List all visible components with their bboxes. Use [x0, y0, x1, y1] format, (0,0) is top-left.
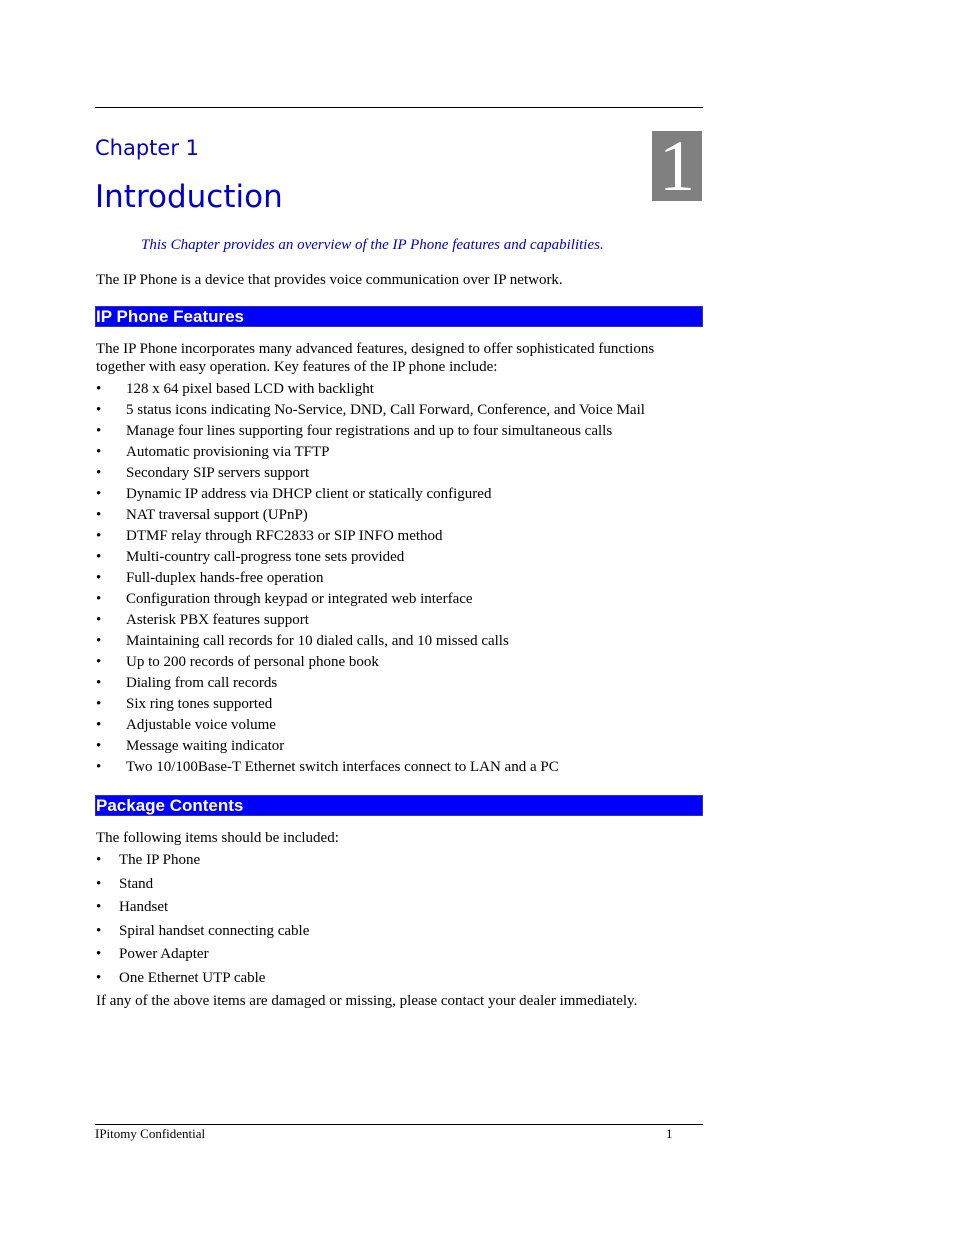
bullet: • [96, 570, 102, 586]
list-item-text: Secondary SIP servers support [126, 465, 310, 481]
chapter-title: Introduction [95, 179, 283, 215]
list-item-text: Adjustable voice volume [126, 717, 276, 733]
page-number: 1 [666, 1126, 673, 1141]
list-item-text: Dynamic IP address via DHCP client or statically configured [126, 486, 492, 502]
list-item-text: Stand [119, 875, 154, 892]
bullet: • [96, 696, 102, 712]
bullet: • [96, 444, 102, 460]
features-heading-bar [95, 306, 703, 327]
list-item-text: Spiral handset connecting cable [119, 922, 310, 939]
bullet: • [96, 717, 102, 733]
bullet: • [96, 969, 102, 986]
list-item-text: Automatic provisioning via TFTP [126, 444, 330, 460]
list-item-text: Multi-country call-progress tone sets provided [126, 549, 405, 565]
bullet: • [96, 549, 102, 565]
bullet: • [96, 402, 102, 418]
bullet: • [96, 875, 102, 892]
bullet: • [96, 381, 102, 397]
list-item-text: Dialing from call records [126, 675, 278, 691]
features-paragraph-line-1: The IP Phone incorporates many advanced features, designed to offer sophisticated functions [96, 341, 655, 357]
list-item-text: DTMF relay through RFC2833 or SIP INFO method [126, 528, 443, 544]
chapter-intro: This Chapter provides an overview of the IP Phone features and capabilities. [141, 237, 604, 253]
bullet: • [96, 528, 102, 544]
list-item-text: Power Adapter [119, 946, 209, 963]
chapter-number-box: 1 [652, 131, 702, 201]
bullet: • [96, 675, 102, 691]
bullet: • [96, 423, 102, 439]
package-paragraph: The following items should be included: [96, 830, 339, 846]
list-item-text: 5 status icons indicating No-Service, DND, Call Forward, Conference, and Voice Mail [126, 402, 645, 418]
features-heading: IP Phone Features [96, 307, 245, 326]
package-closing: If any of the above items are damaged or missing, please contact your dealer immediately. [96, 993, 638, 1009]
bullet: • [96, 852, 102, 868]
bullet: • [96, 759, 102, 775]
list-item-text: Manage four lines supporting four registrations and up to four simultaneous calls [126, 423, 613, 439]
list-item-text: Full-duplex hands-free operation [126, 570, 324, 586]
list-item-text: Configuration through keypad or integrated web interface [126, 591, 473, 607]
bullet: • [96, 633, 102, 649]
bullet: • [96, 922, 102, 939]
list-item-text: Maintaining call records for 10 dialed calls, and 10 missed calls [126, 633, 509, 649]
footer-confidential: IPitomy Confidential [95, 1126, 206, 1141]
list-item-text: Six ring tones supported [126, 696, 273, 712]
header-rule [95, 107, 703, 108]
bullet: • [96, 612, 102, 628]
list-item-text: Handset [119, 899, 169, 916]
bullet: • [96, 486, 102, 502]
package-heading-bar [95, 795, 703, 816]
intro-paragraph: The IP Phone is a device that provides voice communication over IP network. [96, 272, 563, 288]
bullet: • [96, 899, 102, 916]
list-item-text: Up to 200 records of personal phone book [126, 654, 379, 670]
bullet: • [96, 507, 102, 523]
list-item-text: Message waiting indicator [126, 738, 285, 754]
list-item-text: 128 x 64 pixel based LCD with backlight [126, 381, 374, 397]
list-item-text: Asterisk PBX features support [126, 612, 309, 628]
list-item-text: The IP Phone [119, 852, 201, 868]
list-item-text: One Ethernet UTP cable [119, 969, 266, 986]
features-paragraph-line-2: together with easy operation. Key features of the IP phone include: [96, 359, 498, 375]
bullet: • [96, 591, 102, 607]
package-heading: Package Contents [96, 796, 244, 815]
list-item-text: Two 10/100Base-T Ethernet switch interfaces connect to LAN and a PC [126, 759, 559, 775]
chapter-label: Chapter 1 [95, 136, 199, 160]
bullet: • [96, 654, 102, 670]
list-item-text: NAT traversal support (UPnP) [126, 507, 308, 523]
footer-rule [95, 1124, 703, 1125]
bullet: • [96, 946, 102, 963]
bullet: • [96, 738, 102, 754]
bullet: • [96, 465, 102, 481]
